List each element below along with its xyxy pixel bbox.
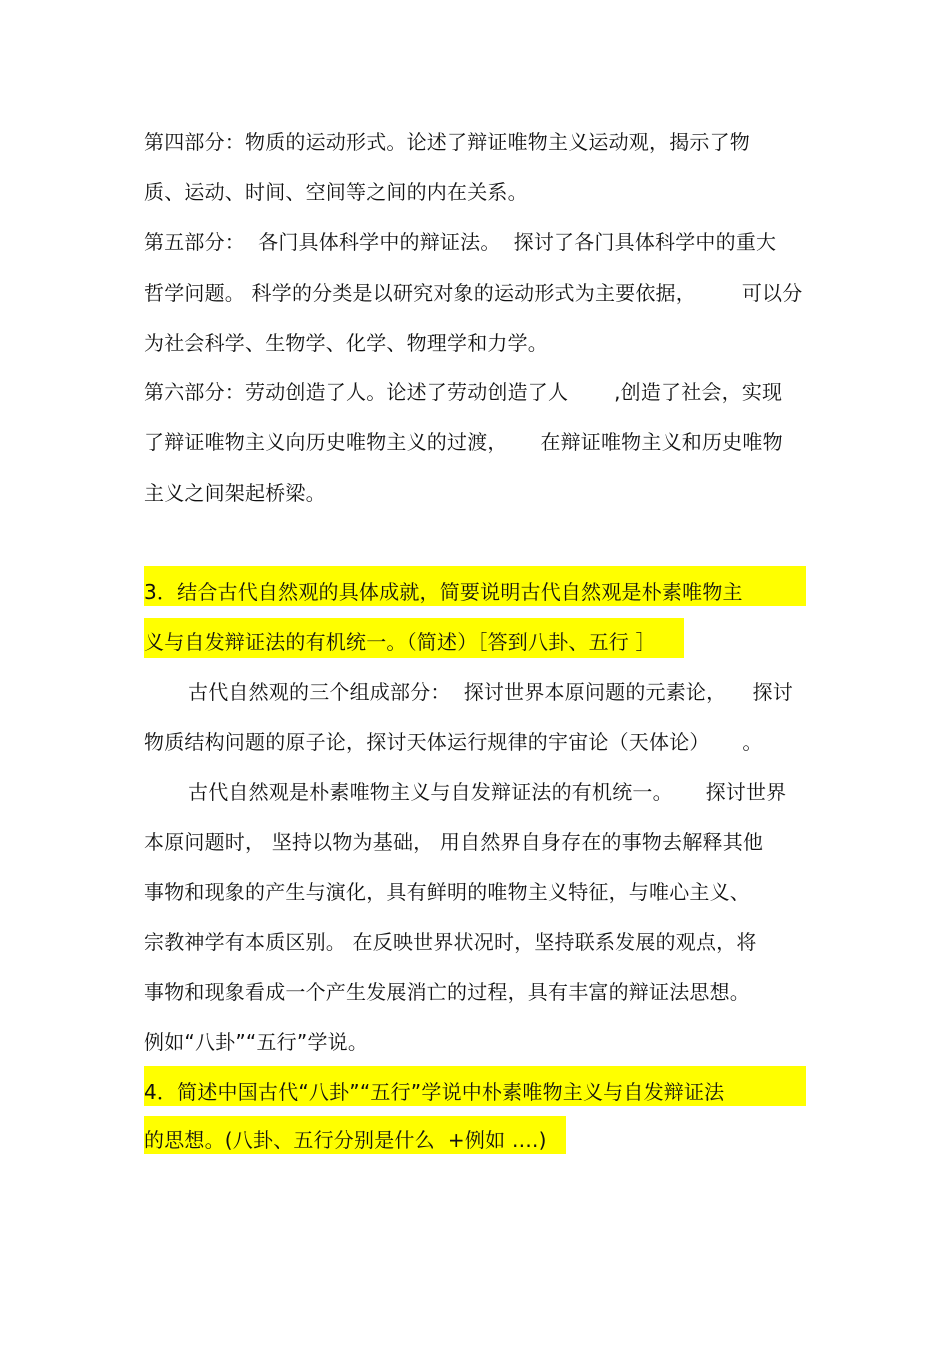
question3-line1: 3．结合古代自然观的具体成就，简要说明古代自然观是朴素唯物主 — [144, 580, 743, 604]
answer3-p2-line6: 例如“八卦”“五行”学说。 — [144, 1030, 369, 1054]
question4-line2: 的思想。(八卦、五行分别是什么 +例如 ….) — [144, 1128, 547, 1152]
part-six-line2: 了辩证唯物主义向历史唯物主义的过渡， 在辩证唯物主义和历史唯物 — [144, 430, 783, 454]
part-four-line1: 第四部分：物质的运动形式。论述了辩证唯物主义运动观，揭示了物 — [144, 130, 750, 154]
answer3-p2-line1: 古代自然观是朴素唯物主义与自发辩证法的有机统一。 探讨世界 — [188, 780, 787, 804]
answer3-p2-line5: 事物和现象看成一个产生发展消亡的过程，具有丰富的辩证法思想。 — [144, 980, 750, 1004]
answer3-p1-line1: 古代自然观的三个组成部分： 探讨世界本原问题的元素论， 探讨 — [188, 680, 793, 704]
part-six-line3: 主义之间架起桥梁。 — [144, 481, 326, 505]
answer3-p2-line4: 宗教神学有本质区别。 在反映世界状况时，坚持联系发展的观点，将 — [144, 930, 757, 954]
part-four-line2: 质、运动、时间、空间等之间的内在关系。 — [144, 180, 528, 204]
question4-line1: 4．简述中国古代“八卦”“五行”学说中朴素唯物主义与自发辩证法 — [144, 1080, 725, 1104]
answer3-p1-line2: 物质结构问题的原子论，探讨天体运行规律的宇宙论（天体论） 。 — [144, 730, 763, 754]
part-five-line2: 哲学问题。 科学的分类是以研究对象的运动形式为主要依据， 可以分 — [144, 281, 803, 305]
question3-line2: 义与自发辩证法的有机统一。（简述）［答到八卦、五行 ］ — [144, 630, 656, 654]
answer3-p2-line3: 事物和现象的产生与演化，具有鲜明的唯物主义特征，与唯心主义、 — [144, 880, 750, 904]
part-six-line1: 第六部分：劳动创造了人。论述了劳动创造了人 ,创造了社会，实现 — [144, 380, 783, 404]
part-five-line1: 第五部分： 各门具体科学中的辩证法。 探讨了各门具体科学中的重大 — [144, 230, 777, 254]
part-five-line3: 为社会科学、生物学、化学、物理学和力学。 — [144, 331, 548, 355]
answer3-p2-line2: 本原问题时， 坚持以物为基础， 用自然界自身存在的事物去解释其他 — [144, 830, 764, 854]
